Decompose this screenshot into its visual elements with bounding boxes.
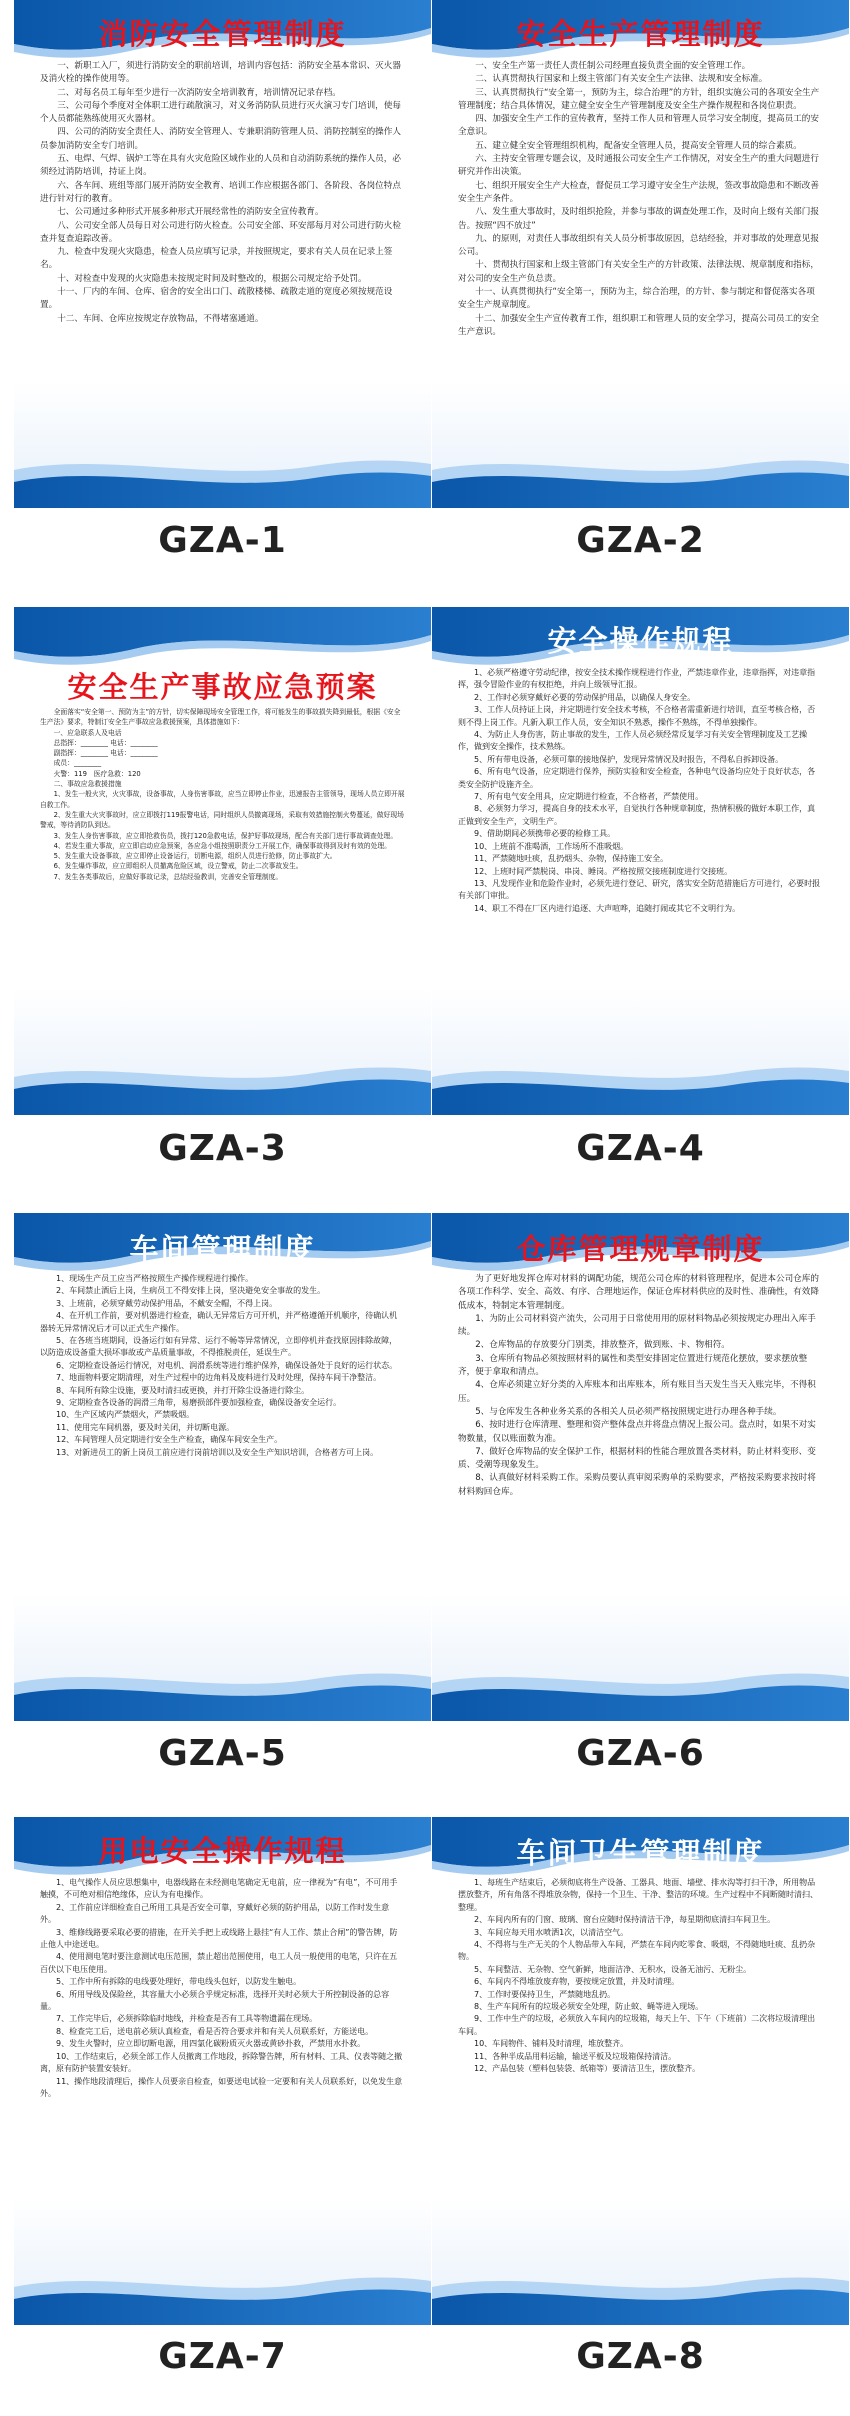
poster-paragraph: 十、贯彻执行国家和上级主管部门有关安全生产的方针政策、法律法规、规章制度和指标，对公司的安全生产负总责。: [458, 260, 819, 284]
poster-paragraph: 11、使用完车间机器，要及时关闭，并切断电源。: [56, 1422, 235, 1432]
poster-paragraph: 十、对检查中发现的火灾隐患未按规定时间及时整改的，根据公司规定给予处罚。: [57, 273, 367, 284]
poster-paragraph: 11、严禁随地吐痰，乱扔烟头、杂物，保持施工安全。: [474, 854, 669, 864]
poster-paragraph: 9、借助期间必须携带必要的检修工具。: [474, 829, 616, 839]
poster-paragraph: 7、工作完毕后，必须拆除临时地线，并检查是否有工具等物遗漏在现场。: [56, 2014, 318, 2024]
poster-paragraph: 4、若发生重大事故，应立即启动应急预案，各应急小组按照职责分工开展工作，确保事故得到及时有效的处理。: [53, 841, 391, 850]
poster-code-label: GZA-4: [576, 1128, 705, 1169]
poster-paragraph: 2、发生重大火灾事故时，应立即拨打119报警电话，同时组织人员撤离现场，采取有效措施控制火势蔓延，做好现场警戒，等待消防队到达。: [40, 810, 404, 830]
poster-body: [458, 60, 823, 444]
poster-paragraph: 10、生产区域内严禁烟火，严禁吸烟。: [56, 1410, 195, 1420]
safety-poster: [14, 607, 431, 1115]
poster-paragraph: 11、操作地段清理后，操作人员要亲自检查，如要送电试验一定要和有关人员联系好，以免发生意外。: [40, 2076, 403, 2098]
poster-paragraph: 2、工作时必须穿戴好必要的劳动保护用品，以确保人身安全。: [474, 692, 696, 702]
safety-poster: [14, 0, 431, 508]
poster-paragraph: 七、组织开展安全生产大检查，督促员工学习遵守安全生产法规，签改事故隐患和不断改善安全生产条件。: [458, 180, 819, 204]
poster-paragraph: 4、使用测电笔时要注意测试电压范围，禁止超出范围使用，电工人员一般使用的电笔，只许在五百伏以下电压使用。: [40, 1952, 398, 1974]
poster-paragraph: 四、加强安全生产工作的宣传教育，坚持工作人员和管理人员学习安全制度，提高员工的安全意识。: [458, 114, 819, 138]
poster-paragraph: 9、定期检查各设备的润滑三角带，易磨损部件要加强检查，确保设备安全运行。: [56, 1398, 342, 1408]
poster-paragraph: 六、主持安全管理专题会议，及时通报公司安全生产工作情况，对安全生产的重大问题进行研究并作出决策。: [458, 154, 819, 178]
poster-code-label: GZA-1: [158, 520, 287, 561]
poster-paragraph: 7、所有电气安全用具，应定期进行检查，不合格者，严禁使用。: [474, 792, 704, 802]
poster-paragraph: 10、工作结束后，必须全部工作人员撤离工作地段，拆除警告牌，所有材料、工具、仪表等随之撤离，原有防护装置安装好。: [40, 2051, 403, 2074]
poster-paragraph: 十一、认真贯彻执行“安全第一，预防为主，综合治理，的方针、参与制定和督促落实各项安全生产规章制度。: [458, 287, 815, 311]
poster-paragraph: 二、对每名员工每年至少进行一次消防安全培训教育，培训情况记录存档。: [57, 87, 341, 98]
poster-body: [40, 707, 405, 1051]
poster-paragraph: 二、认真贯彻执行国家和上级主管部门有关安全生产法律、法规和安全标准。: [475, 74, 768, 85]
poster-paragraph: 3、工作人员持证上岗，并定期进行安全技术考核，不合格者需重新进行培训，直至考核合格，否则不得上岗工作。凡新入职工作人员，安全知识不熟悉，操作不熟练，不得单独操作。: [458, 705, 816, 727]
poster-paragraph: 1、每班生产结束后，必须彻底将生产设备、工器具、地面、墙壁、排水沟等打扫干净，所用物品摆放整齐，所有角落不得堆放杂物，保持一个卫生、干净、整洁的环境。生产过程中不间断随时清扫、整理。: [458, 1878, 818, 1912]
poster-paragraph: 四、公司的消防安全责任人、消防安全管理人、专兼职消防管理人员、消防控制室的操作人员参加消防安全专门培训。: [40, 127, 401, 151]
poster-paragraph: 8、认真做好材料采购工作。采购员要认真审阅采购单的采购要求，严格按采购要求按时将材料购回仓库。: [458, 1473, 816, 1497]
poster-paragraph: 二、事故应急救援措施: [53, 780, 122, 789]
bottom-wave-decoration: [432, 1055, 849, 1115]
poster-paragraph: 3、发生人身伤害事故，应立即抢救伤员，拨打120急救电话，保护好事故现场，配合有关部门进行事故调查处理。: [53, 831, 398, 840]
poster-paragraph: 3、上班前，必须穿戴劳动保护用品，不戴安全帽，不得上岗。: [56, 1298, 278, 1308]
poster-paragraph: 五、电焊、气焊、锅炉工等在具有火灾危险区域作业的人员和自动消防系统的操作人员，必须经过消防培训，持证上岗。: [40, 154, 401, 178]
poster-paragraph: 1、发生一般火灾，火灾事故，设备事故，人身伤害事故，应当立即停止作业，迅速报告主管领导，现场人员立即开展自救工作。: [40, 790, 405, 809]
bottom-wave-decoration: [14, 1055, 431, 1115]
poster-paragraph: 一、应急联系人及电话: [53, 728, 122, 737]
poster-paragraph: 14、职工不得在厂区内进行追逐、大声喧哗，追随打闹或其它不文明行为。: [474, 903, 741, 913]
poster-title: 安全操作规程: [547, 624, 734, 658]
poster-paragraph: 1、为防止公司材料资产流失，公司用于日常使用用的原材料物品必须按规定办理出入库手续。: [458, 1313, 816, 1338]
poster-paragraph: 12、上班时间严禁脱岗、串岗、睡岗。严格按照交接班制度进行交接班。: [474, 866, 733, 876]
bottom-wave-decoration: [14, 448, 431, 508]
safety-poster: [432, 0, 849, 508]
poster-paragraph: 十二、车间、仓库应按规定存放物品，不得堵塞通道。: [57, 313, 264, 324]
poster-paragraph: 九、的原则，对责任人事故组织有关人员分析事故原因，总结经验，并对事故的处理意见报公司。: [458, 233, 819, 258]
poster-code-label: GZA-3: [158, 1128, 287, 1169]
poster-paragraph: 7、工作时要保持卫生，严禁随地乱扔。: [474, 1989, 616, 1999]
poster-paragraph: 13、对新进员工的新上岗员工前应进行岗前培训以及安全生产知识培训，合格者方可上岗。: [56, 1447, 379, 1457]
safety-poster: [432, 1817, 849, 2325]
poster-paragraph: 5、发生重大设备事故，应立即停止设备运行，切断电源，组织人员进行抢修，防止事故扩大。: [53, 852, 337, 861]
poster-paragraph: 4、为防止人身伤害，防止事故的发生，工作人员必须经常反复学习有关安全管理制度及工艺操作，做到安全操作，技术熟练。: [458, 730, 808, 752]
poster-paragraph: 2、仓库物品的存放要分门别类，排放整齐，做到账、卡、物相符。: [475, 1340, 730, 1351]
poster-body: [40, 1273, 405, 1657]
poster-paragraph: 7、地面物料要定期清理，对生产过程中的边角料及废料进行及时处理，保持车间干净整洁。: [56, 1373, 382, 1383]
poster-body: [458, 1273, 823, 1657]
poster-paragraph: 6、所用导线及保险丝，其容量大小必须合乎规定标准，选择开关时必须大于所控制设备的总容量。: [40, 1989, 390, 2012]
poster-paragraph: 5、工作中所有拆除的电线要处理好，带电线头包好，以防发生触电。: [56, 1977, 302, 1987]
poster-title: 车间管理制度: [129, 1232, 316, 1266]
poster-title: 安全生产管理制度: [516, 17, 765, 51]
poster-paragraph: 5、与仓库发生各种业务关系的各相关人员必须严格按照规定进行办理各种手续。: [475, 1406, 782, 1417]
poster-paragraph: 八、发生重大事故时，及时组织抢险，并参与事故的调查处理工作，及时向上级有关部门报告。按照“四不放过”: [458, 207, 819, 231]
poster-code-label: GZA-2: [576, 520, 705, 561]
poster-paragraph: 4、仓库必须建立好分类的入库账本和出库账本，所有账目当天发生当天入账完毕，不得积压。: [458, 1380, 816, 1404]
poster-paragraph: 12、车间管理人员定期进行安全生产检查，确保车间安全生产。: [56, 1435, 283, 1445]
bottom-wave-decoration: [432, 448, 849, 508]
poster-title: 消防安全管理制度: [98, 17, 347, 51]
poster-paragraph: 9、工作中生产的垃圾，必须放入车间内的垃圾箱，每天上午、下午（下班前）二次将垃圾清理出车间。: [458, 2014, 816, 2036]
poster-body: [458, 1877, 823, 2261]
poster-paragraph: 1、必须严格遵守劳动纪律，按安全技术操作规程进行作业，严禁违章作业，违章指挥，对违章指挥，强令冒险作业的有权拒绝，并向上级领导汇报。: [458, 668, 816, 690]
poster-code-label: GZA-6: [576, 1733, 705, 1774]
poster-paragraph: 2、车间禁止酒后上岗，生病员工不得安排上岗，坚决避免安全事故的发生。: [56, 1286, 326, 1296]
poster-paragraph: 3、维修线路要采取必要的措施，在开关手把上或线路上悬挂“有人工作、禁止合闸”的警告牌，防止他人中途送电。: [40, 1927, 398, 1950]
poster-paragraph: 六、各车间、班组等部门展开消防安全教育、培训工作应根据各部门、各阶段、各岗位特点进行针对行的教育。: [40, 180, 401, 204]
poster-paragraph: 火警：119 医疗急救：120: [53, 769, 141, 778]
poster-paragraph: 全面落实“安全第一、预防为主”的方针，切实保障现场安全管理工作，将可能发生的事故损失降到最低，根据《安全生产法》要求，特制订安全生产事故应急救援预案，具体措施如下：: [40, 708, 401, 727]
poster-paragraph: 1、现场生产员工应当严格按照生产操作规程进行操作。: [56, 1274, 254, 1283]
poster-paragraph: 一、安全生产第一责任人责任制公司经理直接负责全面的安全管理工作。: [475, 61, 751, 71]
poster-body: [40, 1877, 405, 2261]
poster-paragraph: 一、新职工入厂，须进行消防安全的职前培训，培训内容包括：消防安全基本常识、灭火器及消火栓的操作使用等。: [40, 61, 401, 85]
bottom-wave-decoration: [14, 1661, 431, 1721]
poster-paragraph: 7、发生各类事故后，应做好事故记录，总结经验教训，完善安全管理制度。: [53, 872, 283, 881]
poster-paragraph: 为了更好地发挥仓库对材料的调配功能，规范公司仓库的材料管理程序，促进本公司仓库的各项工作科学、安全、高效、有序、合理地运作，保证仓库材料供应的及时性、准确性，有效降低成本，特制定本管理制度。: [458, 1274, 819, 1311]
poster-code-label: GZA-8: [576, 2336, 705, 2377]
poster-paragraph: 4、在开机工作前，要对机器进行检查，确认无异常后方可开机，并严格遵循开机顺序，待确认机器转无异常情况后才可以正式生产操作。: [40, 1311, 398, 1333]
poster-paragraph: 3、仓库所有物品必须按照材料的属性和类型安排固定位置进行规范化摆放，要求摆放整齐，便于拿取和清点。: [458, 1353, 808, 1378]
poster-paragraph: 5、所有带电设备，必须可靠的接地保护，发现异常情况及时报告，不得私自拆卸设备。: [474, 754, 784, 764]
safety-poster: [432, 1213, 849, 1721]
bottom-wave-decoration: [432, 2265, 849, 2325]
poster-paragraph: 8、必须努力学习，提高自身的技术水平，自觉执行各种规章制度，热情积极的做好本职工作，真正做到安全生产，文明生产。: [458, 804, 816, 826]
poster-title: 仓库管理规章制度: [516, 1232, 765, 1266]
poster-paragraph: 2、工作前应详细检查自己所用工具是否安全可靠，穿戴好必须的防护用品，以防工作时发生意外。: [40, 1902, 390, 1925]
poster-paragraph: 13、凡发现作业和危险作业时，必须先进行登记、研究，落实安全防范措施后方可进行，必要时报有关部门审批。: [458, 878, 821, 901]
poster-paragraph: 八、公司安全部人员每日对公司进行防火检查。公司安全部、环安部每月对公司进行防火检查并复查追踪改善。: [40, 220, 401, 244]
poster-paragraph: 8、检查完工后，送电前必须认真检查，看是否符合要求并和有关人员联系好，方能送电。: [56, 2026, 374, 2036]
poster-paragraph: 总指挥：________ 电话：________: [53, 738, 158, 747]
poster-title: 安全生产事故应急预案: [67, 670, 378, 704]
poster-paragraph: 2、车间内所有的门窗、玻璃、窗台应随时保持清洁干净，每星期彻底清扫车间卫生。: [474, 1915, 776, 1925]
poster-paragraph: 7、做好仓库物品的安全保护工作，根据材料的性能合理放置各类材料，防止材料变形、变质、受潮等现象发生。: [458, 1446, 816, 1471]
poster-paragraph: 5、在各班当班期间，设备运行如有异常、运行不畅等异常情况，立即停机并查找原因排除故障，以防造成设备重大损坏事故或产品质量事故，不得推脱责任，延误生产。: [40, 1336, 398, 1358]
bottom-wave-decoration: [432, 1661, 849, 1721]
poster-paragraph: 5、车间整洁、无杂物、空气新鲜，地面洁净、无积水，设备无油污、无粉尘。: [474, 1964, 752, 1974]
poster-paragraph: 1、电气操作人员应思想集中，电器线路在未经测电笔确定无电前，应一律视为“有电”，不可用手触摸，不可绝对相信绝缘体，应认为有电操作。: [40, 1878, 398, 1900]
poster-paragraph: 十一、厂内的车间、仓库、宿舍的安全出口门、疏散楼梯、疏散走道的宽度必须按规范设置。: [40, 287, 393, 311]
bottom-wave-decoration: [14, 2265, 431, 2325]
poster-paragraph: 10、车间物件、铺料及时清理，堆放整齐。: [474, 2039, 629, 2049]
poster-paragraph: 8、生产车间所有的垃圾必须安全处理，防止蚊、蝇等进入现场。: [474, 2002, 704, 2012]
poster-paragraph: 副指挥：________ 电话：________: [53, 749, 158, 758]
poster-paragraph: 三、认真贯彻执行“安全第一，预防为主，综合治理”的方针，组织实施公司的各项安全生产管理制度；结合具体情况，建立健全安全生产管理制度及安全生产操作规程和各岗位职责。: [458, 87, 820, 111]
poster-title: 车间卫生管理制度: [516, 1836, 765, 1870]
poster-paragraph: 七、公司通过多种形式开展多种形式开展经常性的消防安全宣传教育。: [57, 207, 324, 218]
poster-paragraph: 九、检查中发现火灾隐患，检查人员应填写记录，并按照规定，要求有关人员在记录上签名。: [40, 247, 393, 271]
poster-paragraph: 11、各种半成品用料运输，输送平板及垃圾箱保持清洁。: [474, 2051, 677, 2061]
poster-paragraph: 6、车间内不得堆放废弃物，要按规定放置，并及时清理。: [474, 1977, 680, 1987]
poster-body: [40, 60, 405, 444]
poster-code-label: GZA-5: [158, 1733, 287, 1774]
poster-paragraph: 8、车间所有除尘设施，要及时清扫或更换，并打开除尘设备进行除尘。: [56, 1385, 310, 1395]
poster-paragraph: 五、建立健全安全管理组织机构，配备安全管理人员，提高安全管理人员的综合素质。: [475, 140, 802, 151]
poster-paragraph: 成员：________: [53, 759, 102, 768]
poster-paragraph: 三、公司每个季度对全体职工进行疏散演习，对义务消防队员进行灭火演习专门培训，使每个人员都能熟练使用灭火器材。: [40, 100, 401, 125]
poster-paragraph: 6、定期检查设备运行情况，对电机、润滑系统等进行维护保养，确保设备处于良好的运行状态。: [56, 1360, 398, 1370]
poster-paragraph: 十二、加强安全生产宣传教育工作，组织职工和管理人员的安全学习，提高公司员工的安全生产意识。: [458, 313, 819, 337]
poster-paragraph: 3、车间应每天用水喷洒1次，以清洁空气。: [474, 1927, 629, 1937]
poster-paragraph: 9、发生火警时，应立即切断电源，用四氯化碳粉质灭火器或黄砂扑救，严禁用水扑救。: [56, 2039, 366, 2049]
poster-paragraph: 4、不得将与生产无关的个人物品带入车间，严禁在车间内吃零食、吸烟，不得随地吐痰、乱扔杂物。: [458, 1940, 816, 1962]
poster-paragraph: 10、上班前不准喝酒，工作场所不准吸烟。: [474, 841, 629, 851]
poster-paragraph: 6、发生爆炸事故，应立即组织人员撤离危险区域，设立警戒，防止二次事故发生。: [53, 862, 303, 871]
safety-poster: [14, 1213, 431, 1721]
poster-paragraph: 12、产品包装（塑料包装袋、纸箱等）要清洁卫生，摆放整齐。: [474, 2064, 701, 2074]
poster-paragraph: 6、按时进行仓库清理、整理和资产整体盘点并将盘点情况上报公司。盘点时，如果不对实物数量，仅以账面数为准。: [458, 1420, 816, 1444]
poster-code-label: GZA-7: [158, 2336, 287, 2377]
safety-poster: [14, 1817, 431, 2325]
poster-paragraph: 6、所有电气设备，应定期进行保养，预防实验和安全检查，各种电气设备均应处于良好状态，各类安全防护设施齐全。: [458, 767, 816, 789]
poster-title: 用电安全操作规程: [98, 1834, 347, 1868]
safety-poster: [432, 607, 849, 1115]
poster-body: [458, 667, 823, 1051]
